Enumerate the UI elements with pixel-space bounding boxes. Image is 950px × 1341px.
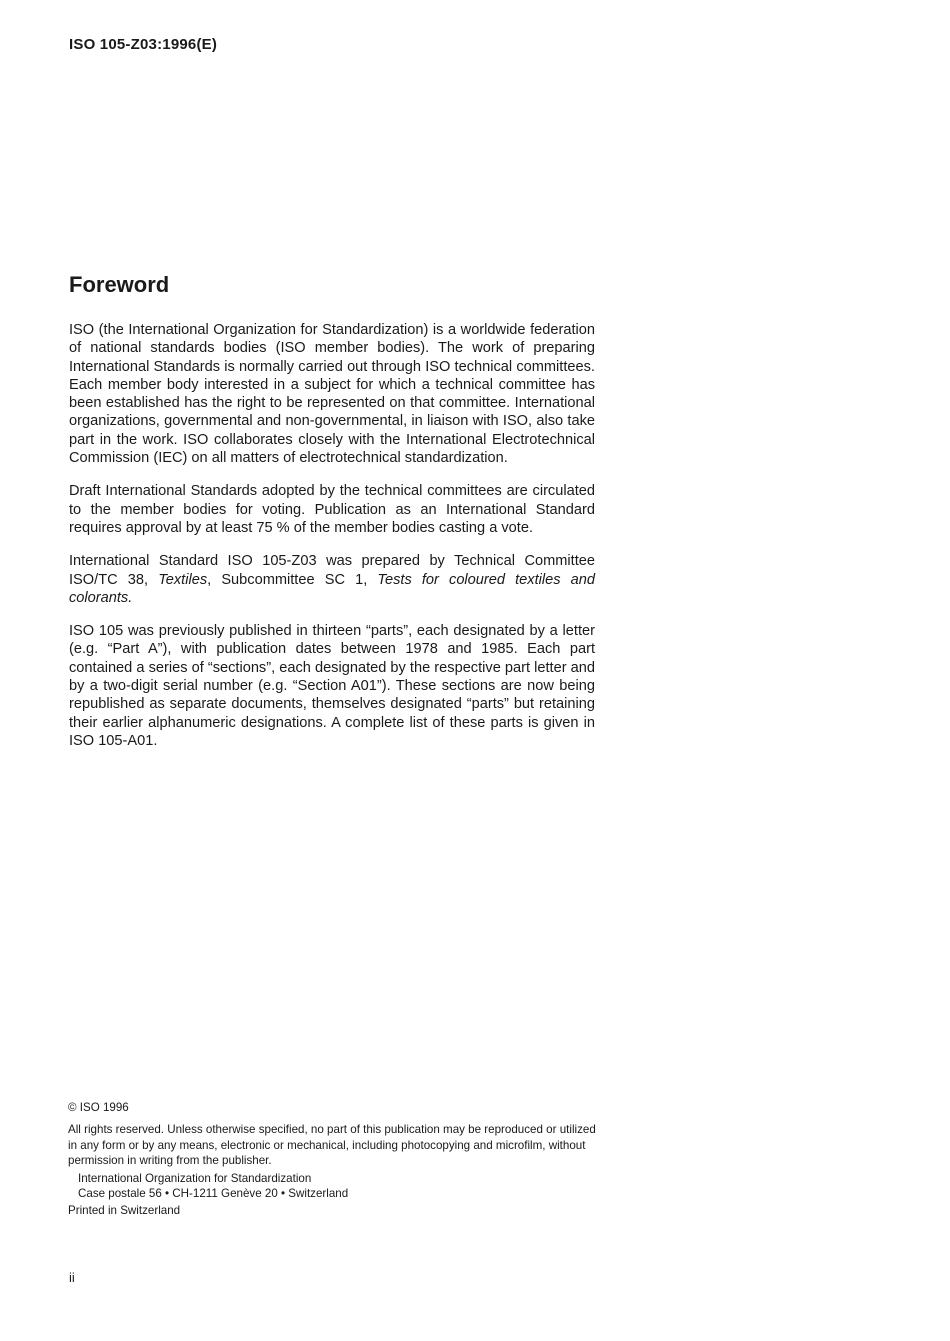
foreword-body	[69, 321, 595, 765]
copyright-line: © ISO 1996	[68, 1101, 129, 1114]
rights-statement: All rights reserved. Unless otherwise specified, no part of this publication may be reproduced or utilized in any form or by any means, electronic or mechanical, including photocopying and microfilm, without permission in writing from the publisher.	[68, 1123, 596, 1168]
foreword-paragraph-1: ISO (the International Organization for Standardization) is a worldwide federation of national standards bodies (ISO member bodies). The work of preparing International Standards is normally carried out through ISO technical committees. Each member body interested in a subject for which a technical committee has been established has the right to be represented on that committee. International organizations, governmental and non-governmental, in liaison with ISO, also take part in the work. ISO collaborates closely with the International Electrotechnical Commission (IEC) on all matters of electrotechnical standardization.	[69, 322, 595, 467]
copyright-notice	[68, 1100, 598, 1219]
printed-location: Printed in Switzerland	[68, 1204, 181, 1218]
publisher-name: International Organization for Standardization	[78, 1171, 312, 1185]
publisher-address: Case postale 56 • CH-1211 Genève 20 • Switzerland	[78, 1187, 349, 1201]
document-identifier: ISO 105-Z03:1996(E)	[69, 36, 218, 53]
page-number: ii	[69, 1270, 75, 1285]
publisher-address-block	[68, 1171, 598, 1202]
committee-name-textiles: Textiles	[158, 571, 208, 588]
subcommittee-title: Tests for coloured textiles and colorants.	[69, 571, 596, 606]
paragraph-3-text-b: , Subcommittee SC 1,	[207, 571, 378, 588]
foreword-paragraph-2: Draft International Standards adopted by the technical committees are circulated to the member bodies for voting. Publication as an International Standard requires approval by at least 75 % of the member bodies casting a vote.	[69, 483, 595, 536]
foreword-paragraph-3	[69, 552, 595, 607]
foreword-heading: Foreword	[69, 272, 170, 297]
paragraph-3-text-a: International Standard ISO 105-Z03 was prepared by Technical Committee ISO/TC 38,	[69, 553, 595, 588]
foreword-paragraph-4: ISO 105 was previously published in thirteen “parts”, each designated by a letter (e.g. “Part A”), with publication dates between 1978 and 1985. Each part contained a series of “sections”, each designated by the respective part letter and by a two-digit serial number (e.g. “Section A01”). These sections are now being republished as separate documents, themselves designated “parts” but retaining their earlier alphanumeric designations. A complete list of these parts is given in ISO 105-A01.	[69, 623, 595, 749]
